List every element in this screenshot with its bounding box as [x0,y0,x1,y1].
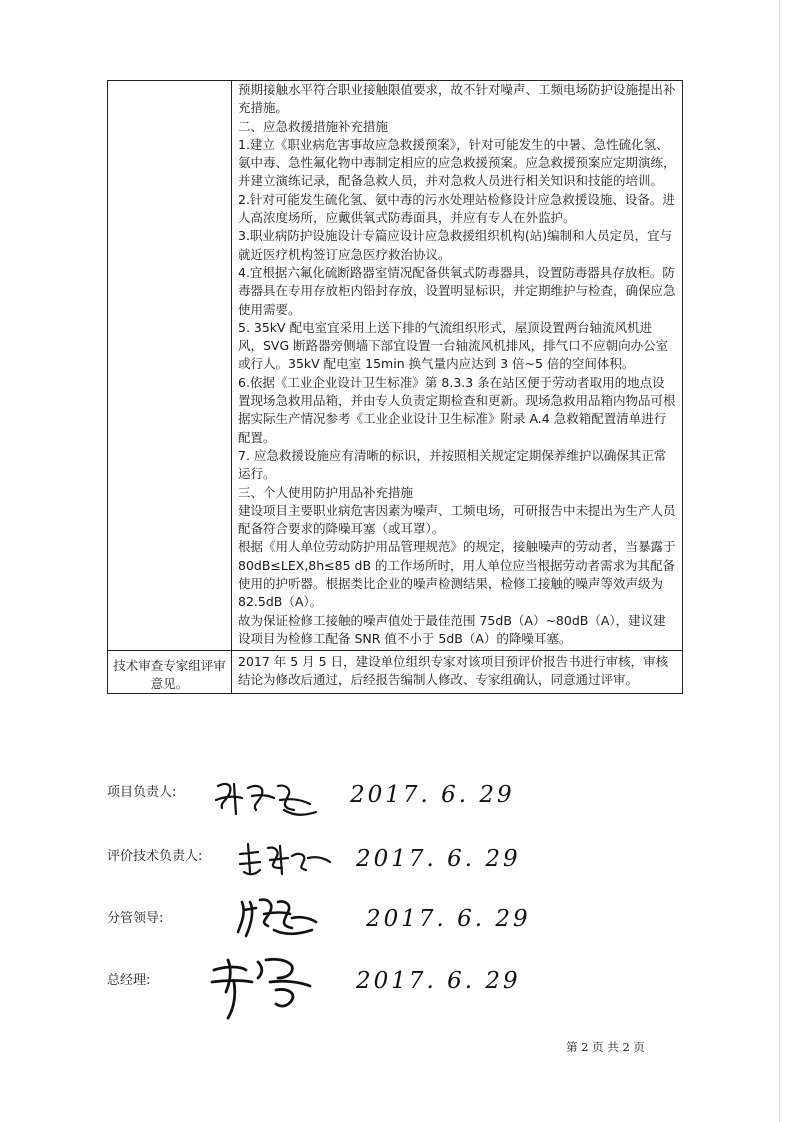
signature-row-project-lead [0,778,793,838]
handwritten-date-text: 2017. 6. 29 [356,968,521,994]
measures-row [108,81,683,651]
paragraph-item-6: 6.依据《工业企业设计卫生标准》第 8.3.3 条在站区便于劳动者取用的地点设置现场急救用品箱，并由专人负责定期检查和更新。现场急救用品箱内物品可根据实际生产情况参考《工业企业设计卫生标准》附录 A.4 急救箱配置清单进行配置。 [238,374,676,445]
paragraph-noise-conclusion: 预期接触水平符合职业接触限值要求，故不针对噪声、工频电场防护设施提出补充措施。 [238,82,676,116]
opinion-text: 2017 年 5 月 5 日，建设单位组织专家对该项目预评价报告书进行审核，审核结论为修改后通过，后经报告编制人修改、专家组确认，同意通过评审。 [238,654,669,688]
handwritten-date-text: 2017. 6. 29 [356,846,521,872]
signature-scribble [212,774,322,822]
handwritten-date [366,906,531,932]
paragraph-item-5: 5. 35kV 配电室宜采用上送下排的气流组织形式，屋顶设置两台轴流风机进风，SVG 断路器旁侧墙下部宜设置一台轴流风机排风，排气口不应朝向办公室或行人。35kV 配电室 15min 换气量内应达到 3 倍~5 倍的空间体积。 [238,319,669,372]
signature-scribble [234,892,324,942]
opinion-label-cell [108,651,232,694]
handwritten-date [356,968,521,994]
page-footer: 第 2 页 共 2 页 [566,1040,645,1054]
paragraph-item-7: 7. 应急救援设施应有清晰的标识，并按照相关规定定期保养维护以确保其正常运行。 [238,447,667,482]
handwritten-date-text: 2017. 6. 29 [350,782,515,808]
signature-scribble [236,838,336,880]
signature-label: 分管领导: [107,911,164,926]
opinion-content-cell [232,651,683,694]
handwritten-signature [234,892,324,946]
measures-content-cell [232,81,683,651]
handwritten-date [350,782,515,808]
paragraph-ppe-2: 根据《用人单位劳动防护用品管理规范》的规定，接触噪声的劳动者，当暴露于 80dB≤LEX,8h≤85 dB 的工作场所时，用人单位应当根据劳动者需求为其配备使用的护听器。根据类比企业的噪声检测结果，检修工接触的噪声等效声级为 82.5dB（A）。 [238,539,676,610]
measures-content [232,81,682,650]
signature-label: 评价技术负责人: [107,849,203,864]
handwritten-date-text: 2017. 6. 29 [366,906,531,932]
paragraph-ppe-3: 故为保证检修工接触的噪声值处于最佳范围 75dB（A）~80dB（A），建议建设项目为检修工配备 SNR 值不小于 5dB（A）的降噪耳塞。 [238,612,666,646]
signature-label: 总经理: [107,973,151,988]
opinion-label: 技术审查专家组评审意见。 [113,658,226,692]
signature-label: 项目负责人: [107,785,177,800]
handwritten-date [356,846,521,872]
signature-row-tech-lead [0,842,793,902]
paragraph-item-1: 1.建立《职业病危害事故应急救援预案》，针对可能发生的中暑、急性硫化氢、氨中毒、急性氟化物中毒制定相应的应急救援预案。应急救援预案应定期演练，并建立演练记录，配备急救人员，并对急救人员进行相关知识和技能的培训。 [238,136,676,189]
opinion-row [108,651,683,694]
signature-row-general-manager [0,966,793,1026]
paragraph-item-3: 3.职业病防护设施设计专篇应设计应急救援组织机构(站)编制和人员定员，宜与就近医疗机构签订应急医疗救治协议。 [238,228,673,262]
paragraph-item-4: 4.宜根据六氟化硫断路器室情况配备供氧式防毒器具，设置防毒器具存放柜。防毒器具在专用存放柜内铅封存放，设置明显标识，并定期维护与检查，确保应急使用需要。 [238,264,676,317]
handwritten-signature [236,838,336,884]
paragraph-item-2: 2.针对可能发生硫化氢、氨中毒的污水处理站检修设计应急救援设施、设备。进人高浓度场所，应戴供氧式防毒面具，并应有专人在外监护。 [238,191,675,226]
review-table [107,80,683,694]
section-heading-emergency: 二、应急救援措施补充措施 [238,118,389,134]
handwritten-signature [206,952,326,1026]
signature-row-manager [0,904,793,964]
section-heading-ppe: 三、个人使用防护用品补充措施 [238,484,414,500]
signature-scribble [206,952,326,1022]
measures-label-cell [108,81,232,651]
handwritten-signature [212,774,322,826]
paragraph-ppe-1: 建设项目主要职业病危害因素为噪声、工频电场，可研报告中未提出为生产人员配备符合要求的降噪耳塞（或耳罩）。 [238,502,676,537]
